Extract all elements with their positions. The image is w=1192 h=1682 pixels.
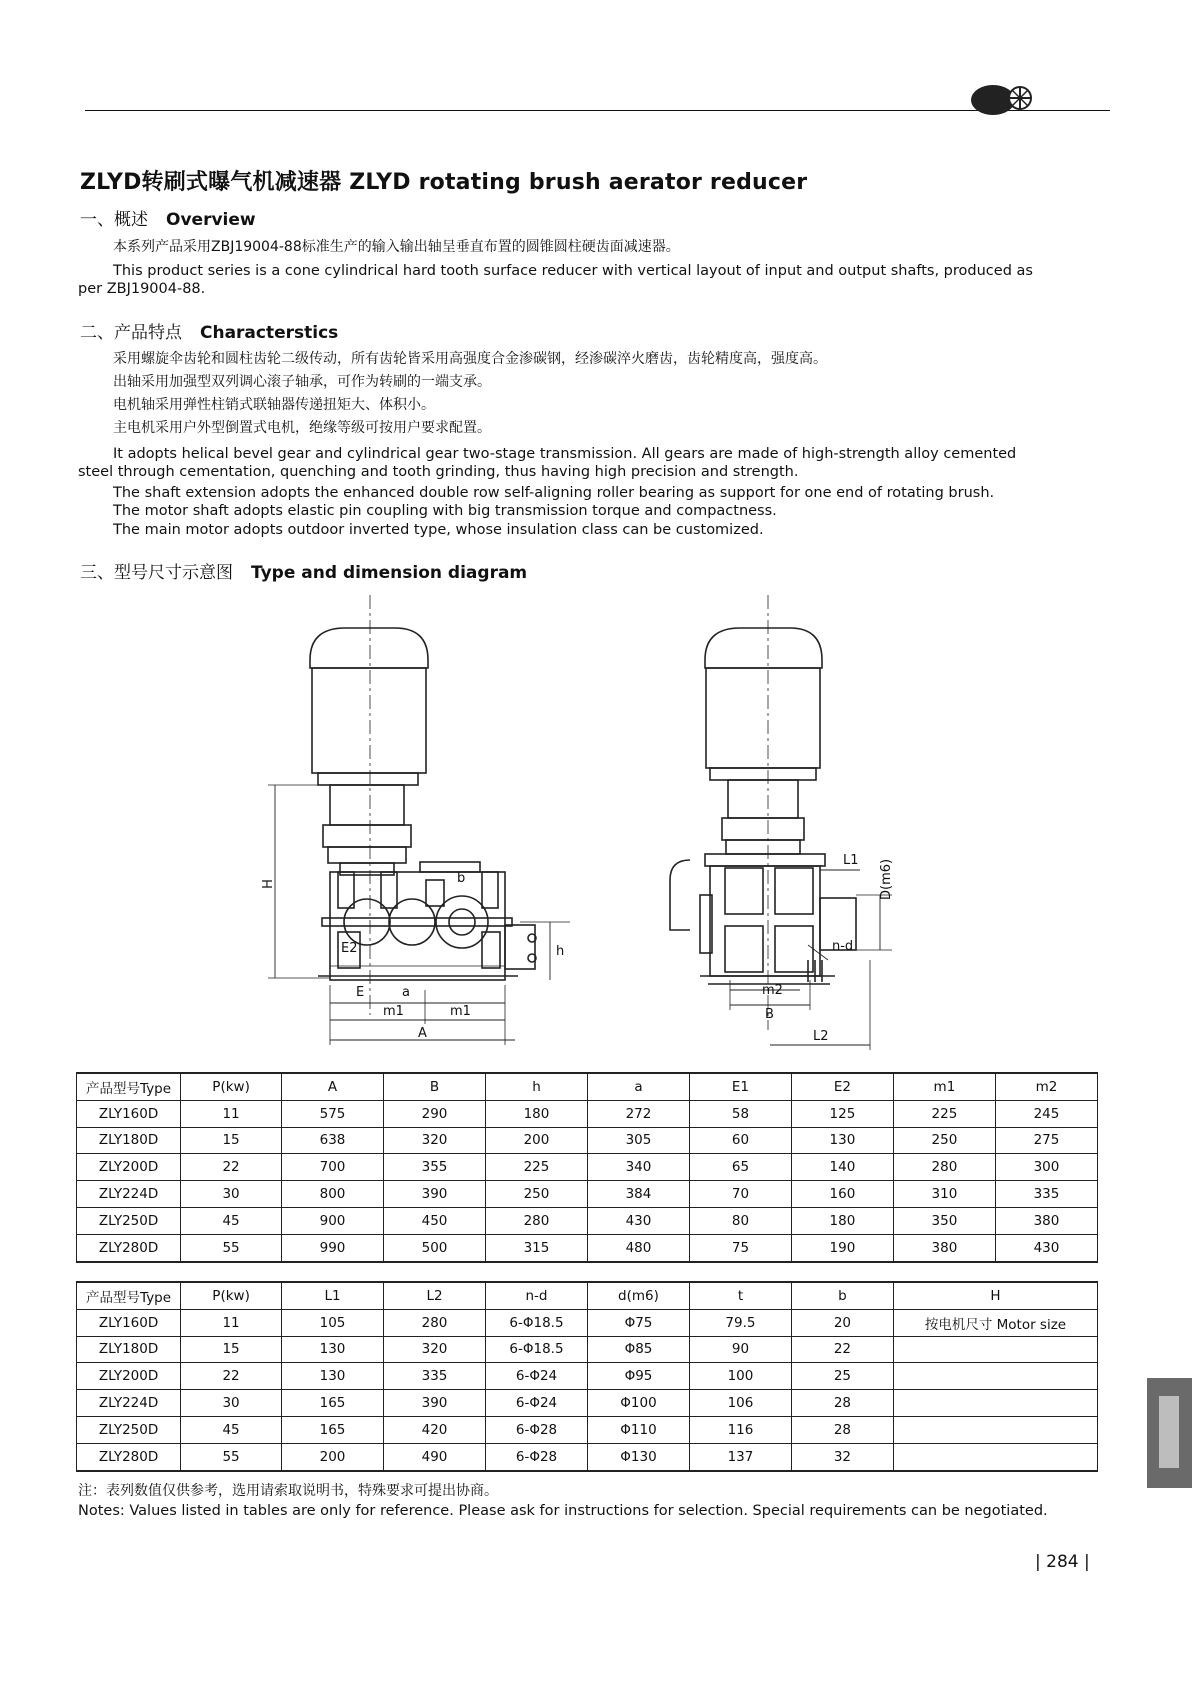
characteristics-zh-2: 出轴采用加强型双列调心滚子轴承，可作为转刷的一端支承。: [113, 374, 491, 390]
table-row: [77, 1127, 1098, 1154]
table-cell: 390: [384, 1181, 486, 1208]
dim-label-H: H: [261, 879, 276, 889]
table-header-cell: P(kw): [181, 1073, 282, 1100]
table-cell: 165: [282, 1416, 384, 1443]
table-cell: Φ85: [587, 1336, 689, 1363]
table-header-row: [77, 1282, 1098, 1309]
table-cell: 490: [384, 1443, 486, 1470]
table-cell: 60: [689, 1127, 791, 1154]
table-cell: 22: [791, 1336, 893, 1363]
dim-label-h: h: [556, 944, 565, 959]
table-cell: 70: [689, 1181, 791, 1208]
table-cell: 130: [282, 1336, 384, 1363]
table-cell: Φ75: [587, 1309, 689, 1336]
table-cell: Φ100: [587, 1390, 689, 1417]
table-cell: ZLY200D: [77, 1154, 181, 1181]
table-cell: 58: [689, 1100, 791, 1127]
note-zh: 注：表列数值仅供参考，选用请索取说明书，特殊要求可提出协商。: [78, 1483, 498, 1499]
diagram-heading-zh: 三、型号尺寸示意图: [80, 563, 233, 583]
table-cell: 480: [587, 1234, 689, 1261]
table-cell: 30: [181, 1181, 282, 1208]
table-cell: 100: [689, 1363, 791, 1390]
table-cell: 430: [995, 1234, 1097, 1261]
table-cell: 130: [791, 1127, 893, 1154]
characteristics-en-2: steel through cementation, quenching and tooth grinding, thus having high precision and strength.: [78, 464, 799, 480]
table-cell: 275: [995, 1127, 1097, 1154]
table-header-cell: E2: [791, 1073, 893, 1100]
table-cell: 116: [689, 1416, 791, 1443]
table-header-cell: n-d: [486, 1282, 588, 1309]
table-cell: 11: [181, 1100, 282, 1127]
table-cell: 32: [791, 1443, 893, 1470]
dimension-table-2: [76, 1281, 1098, 1472]
table-cell: 990: [282, 1234, 384, 1261]
table-row: [77, 1234, 1098, 1261]
table-cell: Φ95: [587, 1363, 689, 1390]
table-row: [77, 1181, 1098, 1208]
table-cell: 320: [384, 1336, 486, 1363]
table-header-cell: P(kw): [181, 1282, 282, 1309]
table-cell: 225: [486, 1154, 588, 1181]
table-cell: 105: [282, 1309, 384, 1336]
table-header-cell: m2: [995, 1073, 1097, 1100]
table-cell: 15: [181, 1336, 282, 1363]
table-cell: 180: [791, 1207, 893, 1234]
dim-label-Dm6: D(m6): [879, 858, 894, 900]
table-cell: 160: [791, 1181, 893, 1208]
table-header-cell: m1: [893, 1073, 995, 1100]
table-header-cell: d(m6): [587, 1282, 689, 1309]
table-cell-empty: [893, 1443, 1097, 1470]
table-cell: ZLY250D: [77, 1207, 181, 1234]
table-cell: 280: [893, 1154, 995, 1181]
page-title: ZLYD转刷式曝气机减速器 ZLYD rotating brush aerator reducer: [80, 170, 808, 195]
table-cell: 25: [791, 1363, 893, 1390]
table-cell: 335: [384, 1363, 486, 1390]
table-cell: 190: [791, 1234, 893, 1261]
table-cell: 335: [995, 1181, 1097, 1208]
table-cell: 75: [689, 1234, 791, 1261]
table-cell: 6-Φ18.5: [486, 1309, 588, 1336]
table-cell: 245: [995, 1100, 1097, 1127]
table-cell: 272: [587, 1100, 689, 1127]
table-cell: ZLY200D: [77, 1363, 181, 1390]
table-cell: ZLY180D: [77, 1127, 181, 1154]
table-cell: 130: [282, 1363, 384, 1390]
table-cell: 315: [486, 1234, 588, 1261]
table-header-cell: b: [791, 1282, 893, 1309]
table-cell: 6-Φ18.5: [486, 1336, 588, 1363]
characteristics-en-1: It adopts helical bevel gear and cylindrical gear two-stage transmission. All gears are made of high-strength alloy cemented: [113, 446, 1017, 462]
characteristics-en-3: The shaft extension adopts the enhanced double row self-aligning roller bearing as support for one end of rotating brush.: [113, 485, 995, 501]
dim-label-m1-right: m1: [450, 1004, 471, 1019]
table-cell-empty: [893, 1363, 1097, 1390]
characteristics-heading-zh: 二、产品特点: [80, 323, 182, 343]
characteristics-en-4: The motor shaft adopts elastic pin coupling with big transmission torque and compactness.: [113, 503, 777, 519]
table-cell: 80: [689, 1207, 791, 1234]
diagram-heading-en: Type and dimension diagram: [251, 563, 528, 583]
table-cell: 106: [689, 1390, 791, 1417]
table-cell: ZLY160D: [77, 1309, 181, 1336]
table-cell: 45: [181, 1416, 282, 1443]
table-header-cell: a: [587, 1073, 689, 1100]
table-cell: ZLY160D: [77, 1100, 181, 1127]
table-header-cell: H: [893, 1282, 1097, 1309]
table-header-cell: L1: [282, 1282, 384, 1309]
table-cell: 200: [486, 1127, 588, 1154]
table-row: [77, 1336, 1098, 1363]
table-cell: 140: [791, 1154, 893, 1181]
characteristics-zh-3: 电机轴采用弹性柱销式联轴器传递扭矩大、体积小。: [113, 397, 435, 413]
table-cell: ZLY280D: [77, 1443, 181, 1470]
table-cell: 225: [893, 1100, 995, 1127]
table-cell: 350: [893, 1207, 995, 1234]
table-cell: ZLY250D: [77, 1416, 181, 1443]
table-cell: 22: [181, 1154, 282, 1181]
table-row: [77, 1443, 1098, 1470]
table-cell: 638: [282, 1127, 384, 1154]
dim-label-L2: L2: [813, 1029, 829, 1044]
side-view: [670, 595, 892, 1050]
dimension-table-1: [76, 1072, 1098, 1263]
table-header-cell: B: [384, 1073, 486, 1100]
table-header-cell: 产品型号Type: [77, 1282, 181, 1309]
table-cell: 355: [384, 1154, 486, 1181]
table-header-cell: 产品型号Type: [77, 1073, 181, 1100]
table-cell: 22: [181, 1363, 282, 1390]
table-cell: 305: [587, 1127, 689, 1154]
table-cell: 390: [384, 1390, 486, 1417]
table-cell: 290: [384, 1100, 486, 1127]
overview-heading-zh: 一、概述: [80, 210, 148, 230]
overview-text-en-1: This product series is a cone cylindrical hard tooth surface reducer with vertical layout of input and output shafts, produced as: [113, 263, 1033, 279]
table-cell-empty: [893, 1336, 1097, 1363]
characteristics-zh-1: 采用螺旋伞齿轮和圆柱齿轮二级传动，所有齿轮皆采用高强度合金渗碳钢，经渗碳淬火磨齿，齿轮精度高，强度高。: [113, 351, 827, 367]
table-cell: ZLY180D: [77, 1336, 181, 1363]
table-cell: 45: [181, 1207, 282, 1234]
table-row: [77, 1154, 1098, 1181]
table-cell: 200: [282, 1443, 384, 1470]
table-row: [77, 1207, 1098, 1234]
table-header-cell: L2: [384, 1282, 486, 1309]
page-number-value: 284: [1046, 1552, 1079, 1572]
table-cell: 450: [384, 1207, 486, 1234]
table-row: [77, 1363, 1098, 1390]
table-cell: 380: [893, 1234, 995, 1261]
table-cell: 420: [384, 1416, 486, 1443]
table-cell: 20: [791, 1309, 893, 1336]
side-tab-marker: [1147, 1378, 1192, 1488]
table-cell: ZLY224D: [77, 1390, 181, 1417]
table-cell: 430: [587, 1207, 689, 1234]
table-cell: ZLY280D: [77, 1234, 181, 1261]
table-cell-empty: [893, 1390, 1097, 1417]
overview-heading-en: Overview: [166, 210, 256, 230]
table-cell: 500: [384, 1234, 486, 1261]
table-cell: 6-Φ28: [486, 1416, 588, 1443]
table-cell: 800: [282, 1181, 384, 1208]
table-cell: 320: [384, 1127, 486, 1154]
table-cell: 575: [282, 1100, 384, 1127]
table-cell-empty: [893, 1416, 1097, 1443]
table-cell: 79.5: [689, 1309, 791, 1336]
table-cell: Φ130: [587, 1443, 689, 1470]
table-cell: 310: [893, 1181, 995, 1208]
overview-text-en-2: per ZBJ19004-88.: [78, 281, 206, 297]
table-cell: 700: [282, 1154, 384, 1181]
dim-label-nd: n-d: [832, 939, 854, 954]
table-header-cell: h: [486, 1073, 588, 1100]
table-cell: 28: [791, 1416, 893, 1443]
dim-label-E2: E2: [341, 941, 358, 956]
table-cell: Φ110: [587, 1416, 689, 1443]
table-cell: 15: [181, 1127, 282, 1154]
table-cell: 380: [995, 1207, 1097, 1234]
table-cell: 28: [791, 1390, 893, 1417]
table-row: [77, 1100, 1098, 1127]
table-cell: 65: [689, 1154, 791, 1181]
table-header-cell: t: [689, 1282, 791, 1309]
front-view: [268, 595, 570, 1045]
table-cell: 280: [486, 1207, 588, 1234]
table-cell: 30: [181, 1390, 282, 1417]
table-row: [77, 1309, 1098, 1336]
dim-label-A: A: [418, 1026, 427, 1041]
table-cell: 250: [486, 1181, 588, 1208]
table-cell: 55: [181, 1234, 282, 1261]
table-cell: 11: [181, 1309, 282, 1336]
table-cell: 340: [587, 1154, 689, 1181]
table-cell: 55: [181, 1443, 282, 1470]
table-cell: 6-Φ24: [486, 1363, 588, 1390]
table-cell: 6-Φ24: [486, 1390, 588, 1417]
table-row: [77, 1390, 1098, 1417]
table-cell: 900: [282, 1207, 384, 1234]
overview-text-zh: 本系列产品采用ZBJ19004-88标准生产的输入输出轴呈垂直布置的圆锥圆柱硬齿面减速器。: [113, 239, 680, 255]
table-cell: 250: [893, 1127, 995, 1154]
dim-label-m2: m2: [762, 983, 783, 998]
characteristics-heading-en: Characterstics: [200, 323, 339, 343]
table-cell: 6-Φ28: [486, 1443, 588, 1470]
note-en: Notes: Values listed in tables are only for reference. Please ask for instructions for selection. Special requirements can be negotiated.: [78, 1503, 1048, 1519]
dim-label-m1-left: m1: [383, 1004, 404, 1019]
table-header-cell: E1: [689, 1073, 791, 1100]
dim-label-B: B: [765, 1007, 774, 1022]
table-cell: 300: [995, 1154, 1097, 1181]
table-cell: 384: [587, 1181, 689, 1208]
characteristics-en-5: The main motor adopts outdoor inverted type, whose insulation class can be customized.: [113, 522, 764, 538]
table-cell: ZLY224D: [77, 1181, 181, 1208]
table-row: [77, 1416, 1098, 1443]
table-header-row: [77, 1073, 1098, 1100]
dim-label-E: E: [356, 985, 365, 1000]
characteristics-zh-4: 主电机采用户外型倒置式电机，绝缘等级可按用户要求配置。: [113, 420, 491, 436]
table-cell-motor-size: 按电机尺寸 Motor size: [893, 1309, 1097, 1336]
dim-label-a: a: [402, 985, 410, 1000]
table-cell: 90: [689, 1336, 791, 1363]
table-cell: 180: [486, 1100, 588, 1127]
dim-label-b: b: [457, 871, 466, 886]
table-cell: 137: [689, 1443, 791, 1470]
table-cell: 125: [791, 1100, 893, 1127]
dim-label-L1: L1: [843, 853, 859, 868]
table-header-cell: A: [282, 1073, 384, 1100]
table-cell: 280: [384, 1309, 486, 1336]
table-cell: 165: [282, 1390, 384, 1417]
page-number: | 284 |: [1035, 1552, 1090, 1572]
